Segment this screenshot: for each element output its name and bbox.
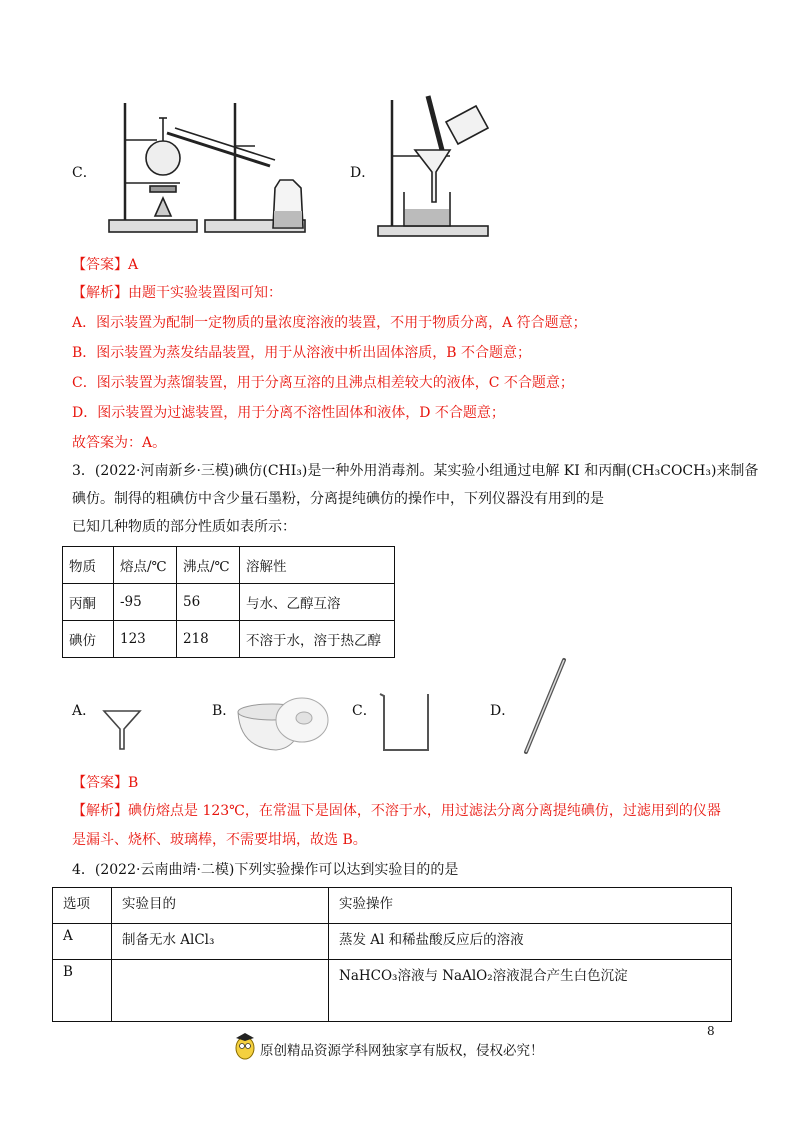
table-cell: 碘仿 [63,621,114,658]
q2-analysis-line-d: D．图示装置为过滤装置，用于分离不溶性固体和液体，D 不合题意； [72,405,505,421]
q3-stem-line1: 3．(2022·河南新乡·三模)碘仿(CHI₃)是一种外用消毒剂。某实验小组通过电解 KI 和丙酮(CH₃COCH₃)来制备 [72,463,759,479]
table-cell: B [53,960,112,1022]
table-header-cell: 实验目的 [112,888,329,924]
mascot-logo-icon [232,1030,258,1062]
distillation-apparatus-figure [105,98,315,238]
table-header-row [63,547,395,584]
crucible-icon [232,690,332,756]
answer-tag: 【答案】 [72,257,128,273]
table-cell: 蒸发 Al 和稀盐酸反应后的溶液 [329,924,732,960]
beaker-icon [374,688,434,754]
q2-analysis-line-a: A．图示装置为配制一定物质的量浓度溶液的装置，不用于物质分离，A 符合题意； [72,315,587,331]
analysis-tag: 【解析】 [72,285,128,301]
filtration-apparatus-figure [370,92,500,238]
answer-value: A [128,257,139,273]
footer-copyright: 原创精品资源学科网独家享有版权，侵权必究！ [260,1043,544,1059]
option-d-label: D． [350,165,376,181]
q2-analysis-line-b: B．图示装置为蒸发结晶装置，用于从溶液中析出固体溶质，B 不合题意； [72,345,532,361]
table-header-cell: 选项 [53,888,112,924]
q4-stem: 4．(2022·云南曲靖·二模)下列实验操作可以达到实验目的的是 [72,862,459,878]
table-cell: 123 [114,621,177,658]
option-b-label: B． [212,703,237,719]
q2-answer-line [72,255,138,275]
q3-analysis-line2: 是漏斗、烧杯、玻璃棒，不需要坩埚，故选 B。 [72,832,367,848]
table-cell: A [53,924,112,960]
q2-analysis-intro [72,283,282,303]
table-row [53,960,732,1022]
q3-stem-line3: 已知几种物质的部分性质如表所示： [72,519,296,535]
table-cell: NaHCO₃溶液与 NaAlO₂溶液混合产生白色沉淀 [329,960,732,1022]
table-header-cell: 溶解性 [240,547,395,584]
table-cell: 218 [177,621,240,658]
q4-options-table [52,887,732,1022]
option-d-label-q3: D． [490,703,516,719]
table-row [53,924,732,960]
table-header-cell: 沸点/℃ [177,547,240,584]
q2-conclusion: 故答案为：A。 [72,435,167,451]
funnel-icon [100,707,144,751]
table-cell: 56 [177,584,240,621]
table-cell [112,960,329,1022]
table-header-cell: 物质 [63,547,114,584]
q3-answer-line [72,773,138,793]
analysis-tag: 【解析】 [72,803,128,819]
table-row [63,584,395,621]
table-cell: -95 [114,584,177,621]
q2-analysis-line-c: C．图示装置为蒸馏装置，用于分离互溶的且沸点相差较大的液体，C 不合题意； [72,375,574,391]
answer-value: B [128,775,139,791]
answer-tag: 【答案】 [72,775,128,791]
glass-rod-icon [520,656,570,756]
table-cell: 制备无水 AlCl₃ [112,924,329,960]
table-header-cell: 实验操作 [329,888,732,924]
q3-stem-line2: 碘仿。制得的粗碘仿中含少量石墨粉，分离提纯碘仿的操作中，下列仪器没有用到的是 [72,491,604,507]
table-header-cell: 熔点/℃ [114,547,177,584]
option-a-label: A． [72,703,97,719]
table-cell: 丙酮 [63,584,114,621]
analysis-intro-text: 由题干实验装置图可知： [128,285,282,301]
table-header-row [53,888,732,924]
q3-properties-table [62,546,395,658]
option-c-label-q3: C． [352,703,377,719]
table-cell: 不溶于水，溶于热乙醇 [240,621,395,658]
table-cell: 与水、乙醇互溶 [240,584,395,621]
table-row [63,621,395,658]
q3-analysis-line1 [72,801,721,821]
page-number: 8 [707,1024,715,1038]
analysis-text: 碘仿熔点是 123℃，在常温下是固体，不溶于水，用过滤法分离分离提纯碘仿，过滤用到的仪器 [128,803,721,819]
option-c-label: C． [72,165,97,181]
